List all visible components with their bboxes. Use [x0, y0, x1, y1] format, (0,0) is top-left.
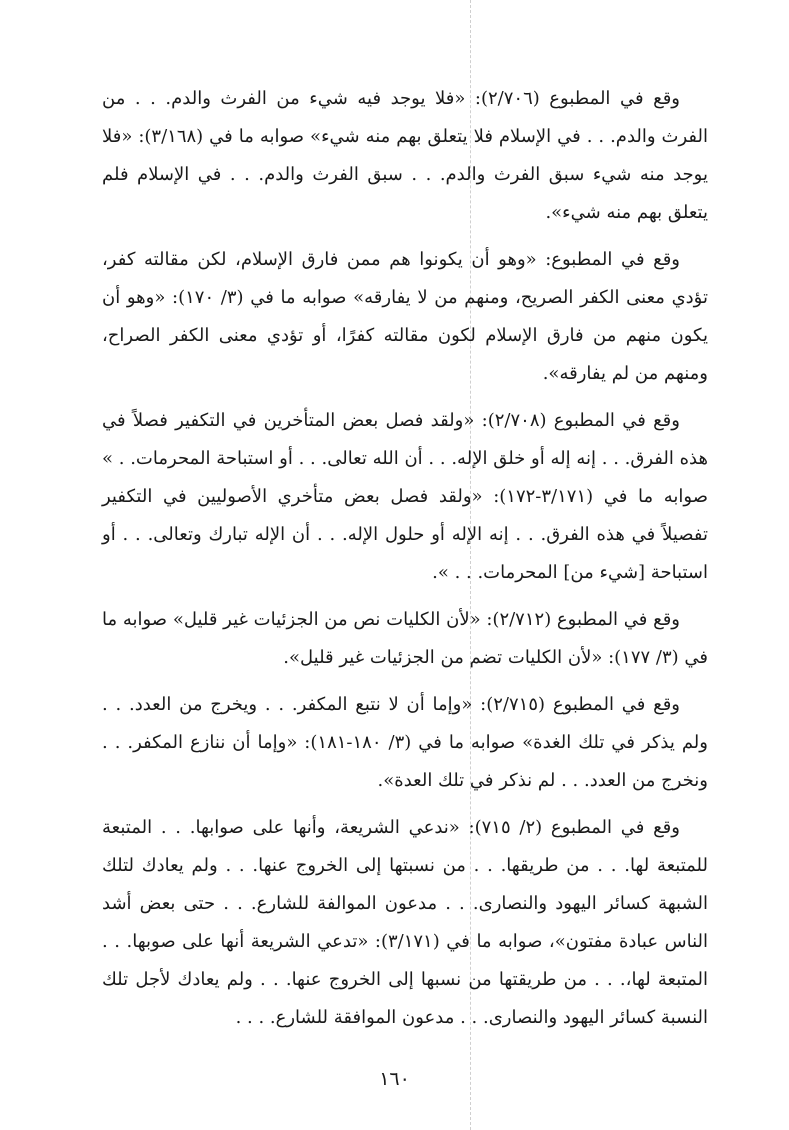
- body-text: [102, 80, 708, 1046]
- paragraph-6: وقع في المطبوع (٢/ ٧١٥): «ندعي الشريعة، وأنها على صوابها. . . المتبعة للمتبعة لها. . . من طريقها. . . من نسبتها إلى الخروج عنها. . . ولم يعادك لتلك الشبهة كسائر اليهود والنصارى. . . مدعون الموالفة للشارع. . . حتى بعض أشد الناس عبادة مفتون»، صوابه ما في (٣/١٧١): «تدعي الشريعة أنها على صوبها. . . المتبعة لها،. . . من طريقتها من نسبها إلى الخروج عنها. . . ولم يعادك لأجل تلك النسبة كسائر اليهود والنصارى. . . مدعون الموافقة للشارع. . . .: [102, 817, 708, 1028]
- paragraph-5: وقع في المطبوع (٢/٧١٥): «وإما أن لا نتبع المكفر. . . ويخرج من العدد. . . ولم يذكر في تلك الغدة» صوابه ما في (٣/ ١٨٠-١٨١): «وإما أن ننازع المكفر. . . ونخرج من العدد. . . لم نذكر في تلك العدة».: [102, 694, 708, 791]
- paragraph-2: وقع في المطبوع: «وهو أن يكونوا هم ممن فارق الإسلام، لكن مقالته كفر، تؤدي معنى الكفر الصريح، ومنهم من لا يفارقه» صوابه ما في (٣/ ١٧٠): «وهو أن يكون منهم من فارق الإسلام لكون مقالته كفرًا، أو تؤدي معنى الكفر الصراح، ومنهم من لم يفارقه».: [102, 249, 708, 384]
- paragraph-4: وقع في المطبوع (٢/٧١٢): «لأن الكليات نص من الجزئيات غير قليل» صوابه ما في (٣/ ١٧٧): «لأن الكليات تضم من الجزئيات غير قليل».: [102, 609, 708, 668]
- paragraph-1: وقع في المطبوع (٢/٧٠٦): «فلا يوجد فيه شيء من الفرث والدم. . . من الفرث والدم. . . في الإسلام فلا يتعلق بهم منه شيء» صوابه ما في (٣/١٦٨): «فلا يوجد منه شيء سبق الفرث والدم. . . سبق الفرث والدم. . . في الإسلام فلم يتعلق بهم منه شيء».: [102, 88, 709, 223]
- paragraph-3: وقع في المطبوع (٢/٧٠٨): «ولقد فصل بعض المتأخرين في التكفير فصلاً في هذه الفرق. . . إنه إله أو خلق الإله. . . أن الله تعالى. . . أو استباحة المحرمات. . » صوابه ما في (٣/١٧١-١٧٢): «ولقد فصل بعض متأخري الأصوليين في التكفير تفصيلاً في هذه الفرق. . . إنه الإله أو حلول الإله. . . أن الإله تبارك وتعالى. . . أو استباحة [شيء من] المحرمات. . . ».: [102, 410, 708, 583]
- page-number: ١٦٠: [379, 1068, 410, 1090]
